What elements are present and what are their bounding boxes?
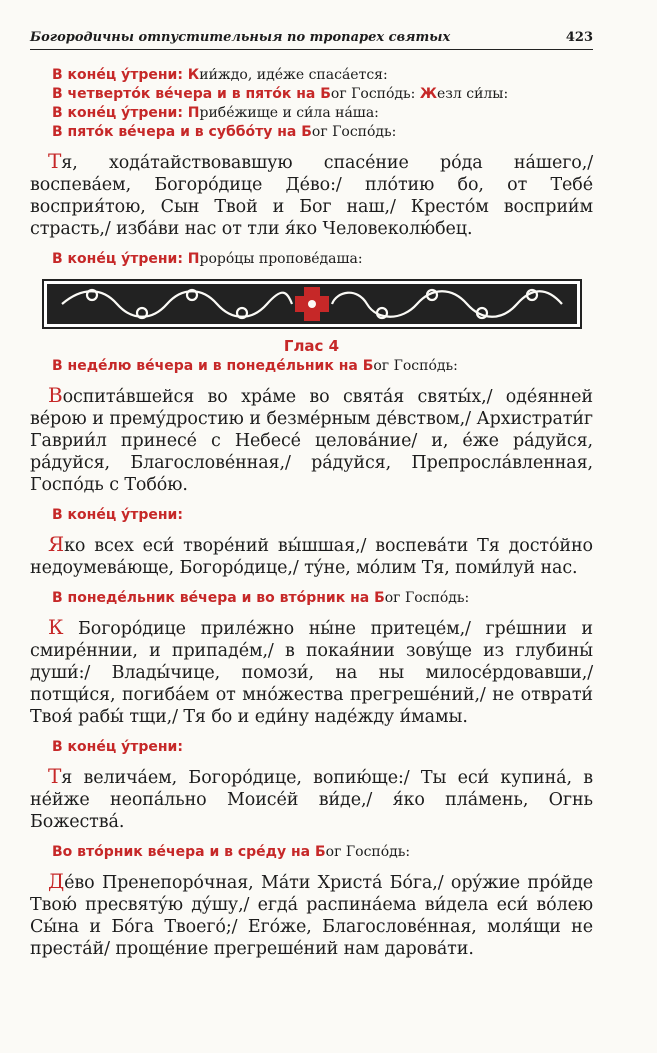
rubric-line: В конéц ýтрени:	[52, 507, 183, 523]
rubric-line: В конéц ýтрени: Прорóцы проповéдаша:	[52, 251, 363, 267]
running-header	[30, 30, 593, 50]
rubric-line: В недéлю вéчера и в понедéльник на Бог Госпóдь:	[52, 358, 458, 374]
hymn-text: Дéво Пренепорóчная, Мáти Христá Бóга,/ орýжие прóйде Твою́ пресвятýю дýшу,/ егдá распинáема ви́дела еси́ вóлею Сы́на и Бóга Твоегó;/ Егóже, Благословéнная, моля́щи не престáй/ прощéние прегрешéний нам даровáти.	[30, 869, 593, 959]
ornament-band	[42, 279, 582, 329]
hymn-text: Тя, ходáтайствовавшую спасéние рóда нáшего,/ воспевáем, Богорóдице Дéво:/ плóтию бо, от Тебé восприя́тою, Сын Твой и Бог наш,/ Крестóм восприи́м страсть,/ избáви нас от тли я́ко Человеколю́бец.	[30, 149, 593, 239]
rubric-line: Во втóрник вéчера и в срéду на Бог Госпóдь:	[52, 844, 411, 860]
rubric-line: В конéц ýтрени:	[52, 739, 183, 755]
hymn-text: Тя величáем, Богорóдице, вопию́ще:/ Ты еси́ купинá, в нéйже неопáльно Моисéй ви́де,/ я́ко плáмень, Огнь Божествá.	[30, 764, 593, 832]
rubric-line: В конéц ýтрени: Прибéжище и си́ла нáша:	[52, 105, 379, 121]
hymn-text: К Богорóдице прилéжно ны́не притецéм,/ грéшнии и смирéннии, и припадéм,/ в покая́нии зовýще из глубины́ души́:/ Влады́чице, помози́, на ны милосéрдовавши,/ потщи́ся, погибáем от мнóжества прегрешéний,/ не отврати́ Твоя́ рабы́ тщи,/ Тя бо и еди́ну надéжду и́мамы.	[30, 615, 593, 727]
page-number: 423	[565, 30, 593, 45]
rubric-line: В четвертóк вéчера и в пятóк на Бог Госпóдь: Жезл си́лы:	[52, 86, 509, 102]
tone-label: Глас 4	[283, 337, 340, 355]
rubric-line: В пятóк вéчера и в суббóту на Бог Госпóдь:	[52, 124, 397, 140]
rubric-line: В понедéльник вéчера и во втóрник на Бог Госпóдь:	[52, 590, 470, 606]
header-title: Богородичны отпустительныя по тропарех святых	[30, 30, 451, 45]
hymn-text: Яко всех еси́ творéний вы́шшая,/ воспевáти Тя достóйно недоумевáюще, Богорóдице,/ тýне, мóлим Тя, поми́луй нас.	[30, 532, 593, 578]
book-page	[30, 30, 593, 970]
rubric-line: В конéц ýтрени: Кии́ждо, идéже спасáется:	[52, 67, 388, 83]
hymn-text: Воспитáвшейся во хрáме во святáя святы́х,/ одéянней вéрою и премýдростию и безмéрным дéвством,/ Архистрати́г Гаврии́л принесé с Небесé целовáние/ и, éже рáдуйся, рáдуйся, Благословéнная,/ рáдуйся, Препрослáвленная, Госпóдь с Тобóю.	[30, 383, 593, 495]
